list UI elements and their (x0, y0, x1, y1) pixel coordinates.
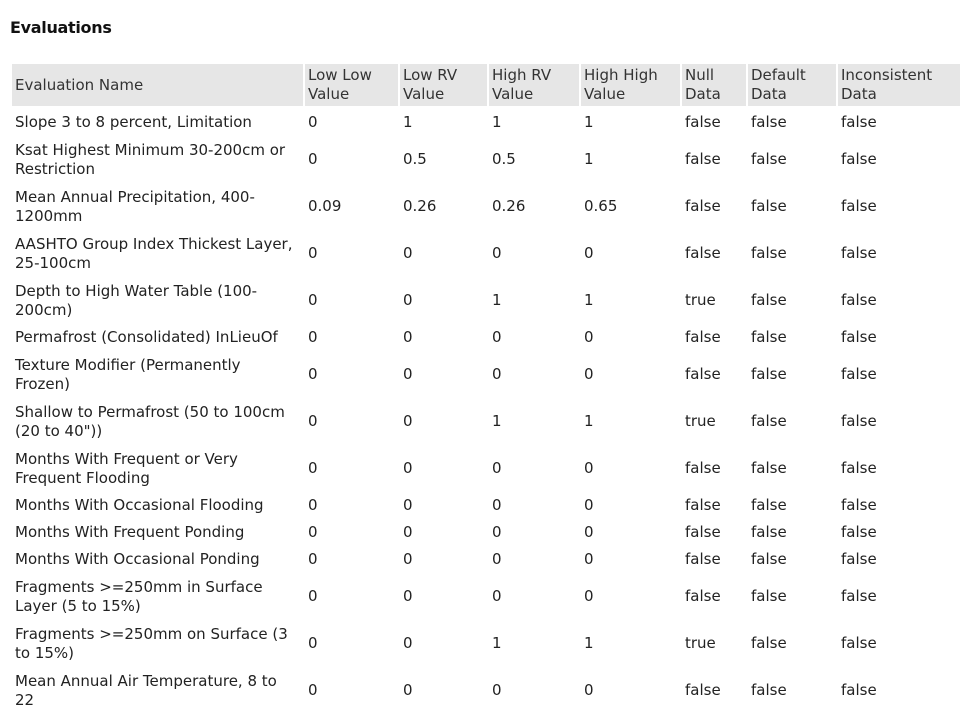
cell-low-low-value: 0 (308, 113, 318, 131)
cell-low-rv-value: 0 (403, 550, 413, 568)
cell-high-rv-value: 1 (492, 634, 502, 652)
table-row (12, 136, 960, 183)
cell-null-data: true (685, 412, 716, 430)
table-row (12, 667, 960, 714)
table-row (12, 445, 960, 492)
cell-null-data: false (685, 150, 721, 168)
cell-evaluation-name: Mean Annual Precipitation, 400-1200mm (15, 187, 255, 225)
cell-inconsistent-data: false (841, 587, 877, 605)
evaluations-table (12, 64, 960, 714)
column-header-null-data: Null Data (682, 64, 748, 106)
cell-low-low-value: 0 (308, 681, 318, 699)
cell-low-rv-value: 0 (403, 523, 413, 541)
cell-evaluation-name: Mean Annual Air Temperature, 8 to 22 (15, 671, 277, 709)
cell-default-data: false (751, 634, 787, 652)
cell-null-data: false (685, 496, 721, 514)
cell-inconsistent-data: false (841, 681, 877, 699)
cell-low-rv-value: 0 (403, 459, 413, 477)
cell-low-low-value: 0 (308, 550, 318, 568)
cell-default-data: false (751, 523, 787, 541)
cell-high-rv-value: 1 (492, 113, 502, 131)
cell-evaluation-name: Months With Frequent Ponding (15, 523, 245, 541)
cell-low-rv-value: 0.5 (403, 150, 427, 168)
cell-high-rv-value: 0 (492, 550, 502, 568)
cell-inconsistent-data: false (841, 523, 877, 541)
table-row (12, 183, 960, 230)
column-header-default-data: Default Data (748, 64, 838, 106)
cell-evaluation-name: Fragments >=250mm on Surface (3 to 15%) (15, 624, 288, 662)
table-row (12, 351, 960, 398)
column-header-inconsistent-data: Inconsistent Data (838, 64, 960, 106)
cell-low-low-value: 0 (308, 459, 318, 477)
cell-low-low-value: 0 (308, 496, 318, 514)
table-row (12, 277, 960, 324)
cell-high-high-value: 1 (584, 150, 594, 168)
cell-low-rv-value: 0 (403, 496, 413, 514)
cell-low-low-value: 0 (308, 328, 318, 346)
cell-high-high-value: 0 (584, 365, 594, 383)
cell-high-high-value: 1 (584, 634, 594, 652)
cell-default-data: false (751, 113, 787, 131)
table-row (12, 573, 960, 620)
cell-null-data: false (685, 244, 721, 262)
cell-default-data: false (751, 328, 787, 346)
cell-evaluation-name: Depth to High Water Table (100-200cm) (15, 281, 258, 319)
table-row (12, 398, 960, 445)
cell-null-data: false (685, 681, 721, 699)
cell-inconsistent-data: false (841, 291, 877, 309)
cell-inconsistent-data: false (841, 496, 877, 514)
cell-inconsistent-data: false (841, 412, 877, 430)
cell-default-data: false (751, 681, 787, 699)
cell-null-data: true (685, 634, 716, 652)
cell-low-low-value: 0 (308, 150, 318, 168)
section-title: Evaluations (10, 18, 112, 37)
table-row (12, 620, 960, 667)
table-row (12, 324, 960, 351)
cell-high-rv-value: 0 (492, 496, 502, 514)
cell-evaluation-name: Ksat Highest Minimum 30-200cm or Restriction (15, 140, 286, 178)
table-body (12, 106, 960, 714)
cell-high-rv-value: 0 (492, 459, 502, 477)
column-header-high-high-value: High High Value (581, 64, 682, 106)
cell-inconsistent-data: false (841, 365, 877, 383)
cell-high-rv-value: 0 (492, 681, 502, 699)
cell-evaluation-name: Texture Modifier (Permanently Frozen) (15, 355, 241, 393)
column-header-low-rv-value: Low RV Value (400, 64, 489, 106)
cell-high-rv-value: 0 (492, 244, 502, 262)
cell-low-rv-value: 0 (403, 291, 413, 309)
cell-low-rv-value: 0 (403, 634, 413, 652)
cell-inconsistent-data: false (841, 150, 877, 168)
column-header-evaluation-name: Evaluation Name (12, 64, 305, 106)
cell-high-high-value: 0 (584, 587, 594, 605)
cell-inconsistent-data: false (841, 459, 877, 477)
cell-null-data: false (685, 523, 721, 541)
table-row (12, 230, 960, 277)
cell-low-rv-value: 0.26 (403, 197, 437, 215)
table-row (12, 109, 960, 136)
cell-evaluation-name: AASHTO Group Index Thickest Layer, 25-100cm (15, 234, 293, 272)
cell-default-data: false (751, 150, 787, 168)
cell-low-rv-value: 0 (403, 412, 413, 430)
cell-high-high-value: 0 (584, 496, 594, 514)
cell-null-data: false (685, 328, 721, 346)
cell-high-high-value: 1 (584, 291, 594, 309)
cell-null-data: false (685, 550, 721, 568)
cell-high-rv-value: 1 (492, 291, 502, 309)
cell-low-low-value: 0 (308, 244, 318, 262)
cell-low-rv-value: 0 (403, 328, 413, 346)
cell-evaluation-name: Permafrost (Consolidated) InLieuOf (15, 328, 278, 346)
cell-high-high-value: 0 (584, 328, 594, 346)
cell-inconsistent-data: false (841, 634, 877, 652)
cell-default-data: false (751, 550, 787, 568)
cell-inconsistent-data: false (841, 550, 877, 568)
cell-low-rv-value: 0 (403, 587, 413, 605)
cell-default-data: false (751, 244, 787, 262)
cell-default-data: false (751, 197, 787, 215)
cell-high-high-value: 0 (584, 550, 594, 568)
cell-null-data: true (685, 291, 716, 309)
cell-low-low-value: 0 (308, 412, 318, 430)
cell-evaluation-name: Fragments >=250mm in Surface Layer (5 to 15%) (15, 577, 263, 615)
table-row (12, 492, 960, 519)
cell-null-data: false (685, 587, 721, 605)
cell-low-low-value: 0 (308, 365, 318, 383)
cell-inconsistent-data: false (841, 328, 877, 346)
cell-inconsistent-data: false (841, 113, 877, 131)
cell-high-rv-value: 0 (492, 523, 502, 541)
cell-null-data: false (685, 113, 721, 131)
column-header-high-rv-value: High RV Value (489, 64, 581, 106)
cell-low-rv-value: 0 (403, 365, 413, 383)
cell-high-high-value: 0.65 (584, 197, 618, 215)
cell-low-low-value: 0 (308, 587, 318, 605)
cell-evaluation-name: Months With Frequent or Very Frequent Flooding (15, 449, 238, 487)
column-header-low-low-value: Low Low Value (305, 64, 400, 106)
cell-default-data: false (751, 587, 787, 605)
table-header (12, 64, 960, 106)
cell-evaluation-name: Slope 3 to 8 percent, Limitation (15, 113, 252, 131)
cell-high-high-value: 1 (584, 113, 594, 131)
cell-high-rv-value: 0.26 (492, 197, 526, 215)
table-row (12, 519, 960, 546)
cell-high-high-value: 0 (584, 681, 594, 699)
cell-default-data: false (751, 365, 787, 383)
cell-inconsistent-data: false (841, 244, 877, 262)
cell-high-high-value: 0 (584, 459, 594, 477)
cell-low-rv-value: 0 (403, 244, 413, 262)
cell-default-data: false (751, 291, 787, 309)
cell-high-rv-value: 0 (492, 328, 502, 346)
cell-low-low-value: 0 (308, 634, 318, 652)
cell-low-low-value: 0 (308, 523, 318, 541)
cell-evaluation-name: Shallow to Permafrost (50 to 100cm (20 to 40")) (15, 402, 285, 440)
cell-high-rv-value: 0 (492, 587, 502, 605)
cell-low-low-value: 0 (308, 291, 318, 309)
cell-evaluation-name: Months With Occasional Flooding (15, 496, 264, 514)
cell-default-data: false (751, 459, 787, 477)
table-row (12, 546, 960, 573)
cell-null-data: false (685, 459, 721, 477)
cell-inconsistent-data: false (841, 197, 877, 215)
cell-high-high-value: 1 (584, 412, 594, 430)
cell-high-rv-value: 1 (492, 412, 502, 430)
cell-high-high-value: 0 (584, 523, 594, 541)
cell-null-data: false (685, 197, 721, 215)
cell-evaluation-name: Months With Occasional Ponding (15, 550, 260, 568)
cell-high-high-value: 0 (584, 244, 594, 262)
cell-null-data: false (685, 365, 721, 383)
cell-default-data: false (751, 496, 787, 514)
cell-high-rv-value: 0.5 (492, 150, 516, 168)
cell-high-rv-value: 0 (492, 365, 502, 383)
cell-default-data: false (751, 412, 787, 430)
cell-low-low-value: 0.09 (308, 197, 342, 215)
cell-low-rv-value: 0 (403, 681, 413, 699)
cell-low-rv-value: 1 (403, 113, 413, 131)
